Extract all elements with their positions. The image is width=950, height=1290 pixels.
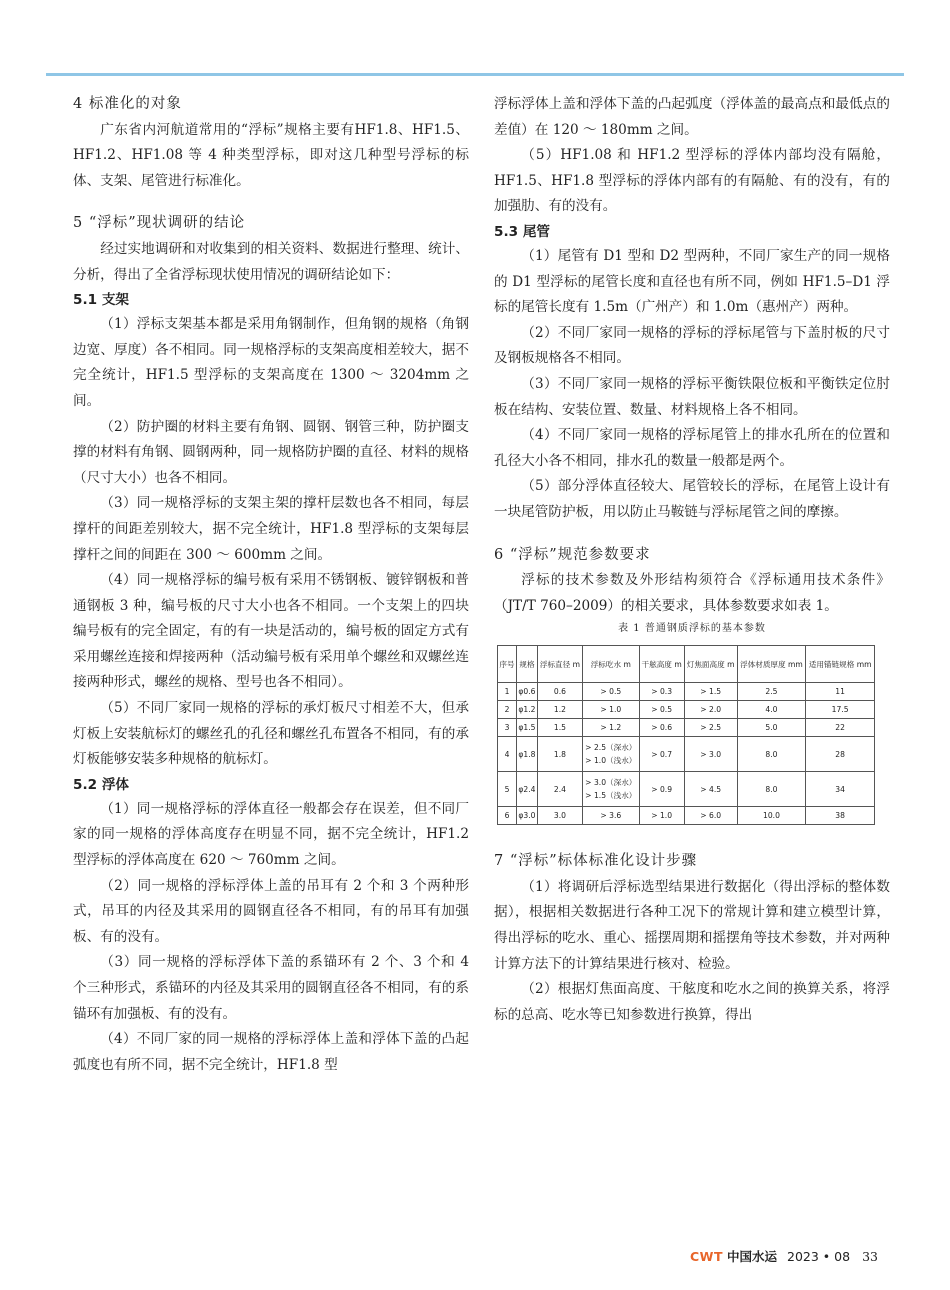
table-cell: > 0.9: [639, 772, 684, 807]
table-cell: 4: [498, 737, 517, 772]
table-header-cell: 干舷高度 m: [639, 646, 684, 683]
parameter-table: [497, 645, 875, 825]
table-cell: 5: [498, 772, 517, 807]
table-cell: 8.0: [737, 737, 806, 772]
table-cell: φ0.6: [516, 683, 537, 701]
subsection-heading: 5.3 尾管: [494, 223, 551, 240]
table-cell: 22: [806, 719, 875, 737]
table-cell: > 1.0: [583, 701, 640, 719]
table-header-cell: 浮体材质厚度 mm: [737, 646, 806, 683]
table-cell: 6: [498, 807, 517, 825]
paragraph: （3）不同厂家同一规格的浮标平衡铁限位板和平衡铁定位肘板在结构、安装位置、数量、材料规格上各不相同。: [494, 375, 890, 418]
table-cell: 28: [806, 737, 875, 772]
page-number: 33: [862, 1249, 878, 1264]
section-heading: 5 “浮标”现状调研的结论: [73, 215, 246, 232]
table-cell: > 3.6: [583, 807, 640, 825]
table-cell: > 6.0: [684, 807, 737, 825]
header-rule: [46, 73, 904, 76]
paragraph: （5）不同厂家同一规格的浮标的承灯板尺寸相差不大，但承灯板上安装航标灯的螺丝孔的孔径和螺丝孔布置各不相同，有的承灯板能够安装多种规格的航标灯。: [73, 700, 469, 768]
table-cell: 1.5: [537, 719, 582, 737]
table-cell: 8.0: [737, 772, 806, 807]
table-cell: > 1.5: [684, 683, 737, 701]
paragraph: （4）不同厂家的同一规格的浮标浮体上盖和浮体下盖的凸起弧度也有所不同，据不完全统计，HF1.8 型: [73, 1031, 469, 1073]
paragraph: （2）根据灯焦面高度、干舷度和吃水之间的换算关系，将浮标的总高、吃水等已知参数进行换算，得出: [494, 981, 890, 1023]
paragraph-continued: 浮标浮体上盖和浮体下盖的凸起弧度（浮体盖的最高点和最低点的差值）在 120 ～ 180mm 之间。: [494, 96, 890, 138]
table-cell: φ3.0: [516, 807, 537, 825]
paragraph: （3）同一规格浮标的支架主架的撑杆层数也各不相同，每层撑杆的间距差别较大，据不完全统计，HF1.8 型浮标的支架每层撑杆之间的间距在 300 ～ 600mm 之间。: [73, 495, 469, 563]
table-cell: 4.0: [737, 701, 806, 719]
table-cell: > 3.0（深水） > 1.5（浅水）: [583, 772, 640, 807]
table-row: [498, 772, 875, 807]
paragraph: （1）同一规格浮标的浮体直径一般都会存在误差，但不同厂家的同一规格的浮体高度存在明显不同，据不完全统计，HF1.2 型浮标的浮体高度在 620 ～ 760mm 之间。: [73, 800, 469, 869]
paragraph: （3）同一规格的浮标浮体下盖的系锚环有 2 个、3 个和 4 个三种形式，系锚环的内径及其采用的圆钢直径各不相同，有的系锚环有加强板、有的没有。: [73, 954, 469, 1022]
table-cell: φ2.4: [516, 772, 537, 807]
table-cell: 11: [806, 683, 875, 701]
paragraph: 广东省内河航道常用的“浮标”规格主要有HF1.8、HF1.5、HF1.2、HF1.08 等 4 种类型浮标，即对这几种型号浮标的标体、支架、尾管进行标准化。: [73, 121, 469, 189]
table-cell: 5.0: [737, 719, 806, 737]
table-cell: 17.5: [806, 701, 875, 719]
table-cell: > 1.2: [583, 719, 640, 737]
table-cell: 3.0: [537, 807, 582, 825]
table-header-cell: 浮标吃水 m: [583, 646, 640, 683]
table-header-cell: 浮标直径 m: [537, 646, 582, 683]
section-heading: 7 “浮标”标体标准化设计步骤: [494, 853, 698, 870]
table-cell: 1: [498, 683, 517, 701]
table-cell: > 0.6: [639, 719, 684, 737]
table-cell: 3: [498, 719, 517, 737]
paragraph: （1）将调研后浮标选型结果进行数据化（得出浮标的整体数据），根据相关数据进行各种工况下的常规计算和建立模型计算，得出浮标的吃水、重心、摇摆周期和摇摆角等技术参数，并对两种计算方法下的计算结果进行核对、检验。: [494, 878, 890, 972]
paragraph: （1）浮标支架基本都是采用角钢制作，但角钢的规格（角钢边宽、厚度）各不相同。同一规格浮标的支架高度相差较大，据不完全统计，HF1.5 型浮标的支架高度在 1300 ～ 3204mm 之间。: [73, 316, 469, 409]
table-cell: > 2.5: [684, 719, 737, 737]
table-cell: φ1.5: [516, 719, 537, 737]
table-header-cell: 适用锚链规格 mm: [806, 646, 875, 683]
paragraph: 经过实地调研和对收集到的相关资料、数据进行整理、统计、分析，得出了全省浮标现状使用情况的调研结论如下：: [73, 240, 469, 283]
paragraph: （4）不同厂家同一规格的浮标尾管上的排水孔所在的位置和孔径大小各不相同，排水孔的数量一般都是两个。: [494, 427, 890, 469]
table-cell: 1.8: [537, 737, 582, 772]
table-cell: > 0.7: [639, 737, 684, 772]
table-cell: 38: [806, 807, 875, 825]
paragraph: （4）同一规格浮标的编号板有采用不锈钢板、镀锌钢板和普通钢板 3 种，编号板的尺寸大小也各不相同。一个支架上的四块编号板有的完全固定，有的有一块是活动的，编号板的固定方式有采用螺丝连接和焊接两种（活动编号板有采用单个螺丝和双螺丝连接两种形式，螺丝的规格、型号也各不相同）。: [73, 572, 469, 691]
subsection-heading: 5.1 支架: [73, 292, 130, 309]
paragraph: （2）不同厂家同一规格的浮标的浮标尾管与下盖肘板的尺寸及钢板规格各不相同。: [494, 324, 890, 367]
right-column-top: [494, 92, 890, 619]
table-cell: > 0.5: [639, 701, 684, 719]
right-column: [494, 92, 890, 1028]
table-cell: φ1.8: [516, 737, 537, 772]
table-header-cell: 规格: [516, 646, 537, 683]
table-cell: > 0.3: [639, 683, 684, 701]
section-heading: 4 标准化的对象: [73, 96, 182, 112]
section-heading: 6 “浮标”规范参数要求: [494, 546, 651, 563]
table-cell: > 4.5: [684, 772, 737, 807]
paragraph: （5）部分浮体直径较大、尾管较长的浮标，在尾管上设计有一块尾管防护板，用以防止马鞍链与浮标尾管之间的摩擦。: [494, 478, 890, 520]
right-column-bottom: [494, 849, 890, 1028]
page-footer: [690, 1247, 878, 1265]
paragraph: （1）尾管有 D1 型和 D2 型两种，不同厂家生产的同一规格的 D1 型浮标的尾管长度和直径也有所不同，例如 HF1.5–D1 浮标的尾管长度有 1.5m（广州产）和 1.0m（惠州产）两种。: [494, 247, 890, 316]
table-cell: > 1.0: [639, 807, 684, 825]
paragraph: （2）防护圈的材料主要有角钢、圆钢、钢管三种，防护圈支撑的材料有角钢、圆钢两种，同一规格防护圈的直径、材料的规格（尺寸大小）也各不相同。: [73, 418, 469, 486]
table-header-row: [498, 646, 875, 683]
table-cell: 10.0: [737, 807, 806, 825]
paragraph: 浮标的技术参数及外形结构须符合《浮标通用技术条件》（JT/T 760–2009）的相关要求，具体参数要求如表 1。: [494, 572, 890, 614]
table-cell: 0.6: [537, 683, 582, 701]
table-cell: φ1.2: [516, 701, 537, 719]
table-row: [498, 737, 875, 772]
table-row: [498, 683, 875, 701]
paragraph: （5）HF1.08 和 HF1.2 型浮标的浮体内部均没有隔舱，HF1.5、HF1.8 型浮标的浮体内部有的有隔舱、有的没有，有的加强肋、有的没有。: [494, 147, 890, 215]
subsection-heading: 5.2 浮体: [73, 776, 130, 793]
table-row: [498, 701, 875, 719]
table-cell: 34: [806, 772, 875, 807]
journal-logo: CWT: [690, 1249, 723, 1264]
paragraph: （2）同一规格的浮标浮体上盖的吊耳有 2 个和 3 个两种形式，吊耳的内径及其采用的圆钢直径各不相同，有的吊耳有加强板、有的没有。: [73, 877, 469, 945]
table-cell: > 2.0: [684, 701, 737, 719]
table-cell: > 3.0: [684, 737, 737, 772]
left-column: [73, 92, 469, 1078]
table-row: [498, 807, 875, 825]
issue-number: 2023 • 08: [787, 1249, 851, 1264]
table-row: [498, 719, 875, 737]
table-header-cell: 灯焦面高度 m: [684, 646, 737, 683]
table-cell: > 2.5（深水） > 1.0（浅水）: [583, 737, 640, 772]
table-header-cell: 序号: [498, 646, 517, 683]
table-cell: > 0.5: [583, 683, 640, 701]
table-cell: 2.4: [537, 772, 582, 807]
table-cell: 2: [498, 701, 517, 719]
table-cell: 1.2: [537, 701, 582, 719]
table-caption: 表 1 普通钢质浮标的基本参数: [618, 623, 766, 635]
journal-name: 中国水运: [727, 1249, 778, 1264]
table-cell: 2.5: [737, 683, 806, 701]
